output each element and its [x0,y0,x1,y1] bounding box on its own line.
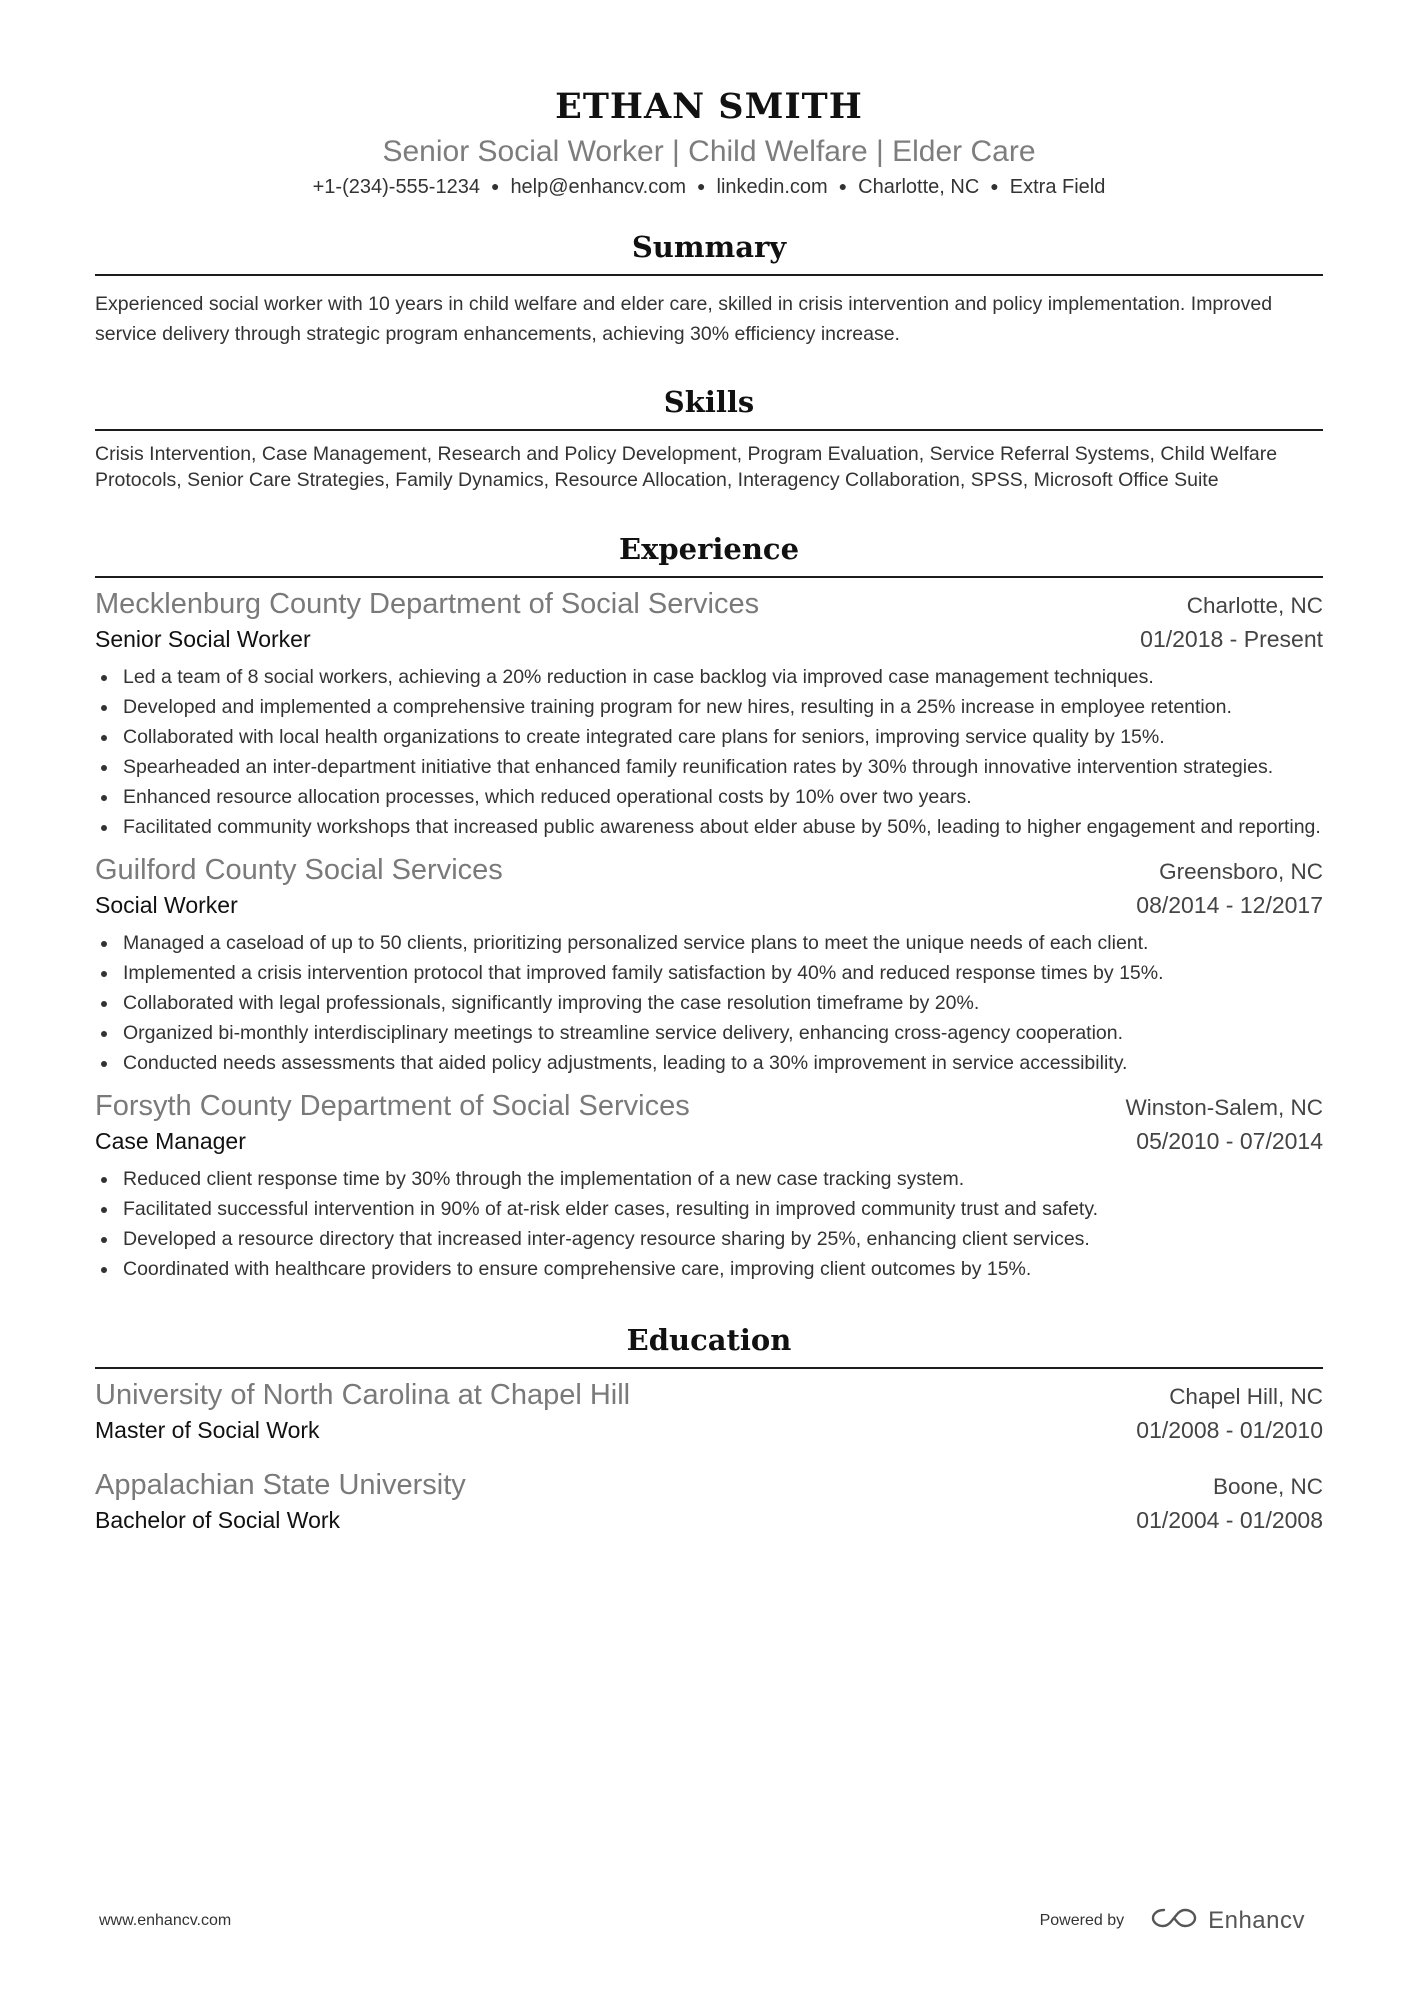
employer-name: Mecklenburg County Department of Social Services [95,588,760,620]
list-item: Managed a caseload of up to 50 clients, prioritizing personalized service plans to meet the unique needs of each client. [95,928,1323,958]
enhancv-logo-icon [1150,1906,1198,1935]
section-divider [95,576,1323,578]
section-divider [95,429,1323,431]
job-title: Case Manager [95,1128,246,1154]
contact-linkedin: linkedin.com [716,176,828,198]
education-dates: 01/2008 - 01/2010 [1136,1417,1323,1443]
contact-email: help@enhancv.com [510,176,687,198]
list-item: Organized bi-monthly interdisciplinary meetings to streamline service delivery, enhancing cross-agency cooperation. [95,1018,1323,1048]
list-item: Collaborated with legal professionals, significantly improving the case resolution timeframe by 20%. [95,988,1323,1018]
contact-line [95,174,1323,201]
list-item: Enhanced resource allocation processes, which reduced operational costs by 10% over two years. [95,782,1323,812]
candidate-name: ETHAN SMITH [555,86,863,127]
education-entry [95,1377,1323,1445]
separator-dot: ● [490,178,500,194]
summary-text: Experienced social worker with 10 years in child welfare and elder care, skilled in crisis intervention and policy implementation. Improved service delivery through strategic program enhancements, achieving 30% efficiency increase. [95,293,1273,345]
list-item: Facilitated successful intervention in 90% of at-risk elder cases, resulting in improved community trust and safety. [95,1194,1323,1224]
section-title-summary: Summary [631,230,787,264]
education-section [95,1322,1323,1535]
list-item: Collaborated with local health organizations to create integrated care plans for seniors, improving service quality by 15%. [95,722,1323,752]
school-location: Chapel Hill, NC [1169,1384,1323,1409]
separator-dot: ● [697,178,706,194]
job-location: Charlotte, NC [1186,593,1323,618]
achievement-list [95,662,1323,842]
job-dates: 08/2014 - 12/2017 [1136,892,1323,918]
employer-name: Guilford County Social Services [95,854,503,886]
separator-dot: ● [990,178,999,194]
separator-dot: ● [838,178,848,194]
achievement-list [95,928,1323,1078]
job-title: Social Worker [95,892,238,918]
employer-name: Forsyth County Department of Social Services [95,1090,690,1122]
powered-by-label: Powered by [1039,1911,1125,1929]
job-dates: 01/2018 - Present [1140,626,1323,652]
list-item: Led a team of 8 social workers, achieving a 20% reduction in case backlog via improved case management techniques. [95,662,1323,692]
list-item: Developed and implemented a comprehensive training program for new hires, resulting in a 25% increase in employee retention. [95,692,1323,722]
list-item: Facilitated community workshops that increased public awareness about elder abuse by 50%, leading to higher engagement and reporting. [95,812,1323,842]
job-title: Senior Social Worker [95,626,311,652]
school-name: University of North Carolina at Chapel Hill [95,1379,631,1411]
list-item: Implemented a crisis intervention protocol that improved family satisfaction by 40% and reduced response times by 15%. [95,958,1323,988]
school-location: Boone, NC [1212,1474,1323,1499]
brand-name: Enhancv [1208,1906,1305,1934]
section-divider [95,1367,1323,1369]
list-item: Reduced client response time by 30% through the implementation of a new case tracking system. [95,1164,1323,1194]
section-title-skills: Skills [663,385,755,419]
list-item: Spearheaded an inter-department initiative that enhanced family reunification rates by 30% through innovative intervention strategies. [95,752,1323,782]
contact-phone: +1-(234)-555-1234 [312,176,480,198]
skills-section [95,384,1323,493]
experience-entry [95,1088,1323,1284]
contact-extra: Extra Field [1009,176,1106,198]
section-title-education: Education [626,1323,792,1357]
summary-section [95,229,1323,349]
list-item: Coordinated with healthcare providers to ensure comprehensive care, improving client outcomes by 15%. [95,1254,1323,1284]
candidate-headline: Senior Social Worker | Child Welfare | Elder Care [382,135,1036,168]
education-dates: 01/2004 - 01/2008 [1136,1507,1323,1533]
experience-entry [95,852,1323,1078]
degree-name: Master of Social Work [95,1417,320,1443]
job-location: Winston-Salem, NC [1125,1095,1323,1120]
achievement-list [95,1164,1323,1284]
list-item: Developed a resource directory that increased inter-agency resource sharing by 25%, enhancing client services. [95,1224,1323,1254]
job-location: Greensboro, NC [1159,859,1323,884]
skills-text: Crisis Intervention, Case Management, Research and Policy Development, Program Evaluation, Service Referral Systems, Child Welfare Protocols, Senior Care Strategies, Family Dynamics, Resource Allocation, Interagency Collaboration, SPSS, Microsoft Office Suite [95,443,1278,491]
list-item: Conducted needs assessments that aided policy adjustments, leading to a 30% improvement in service accessibility. [95,1048,1323,1078]
section-title-experience: Experience [618,532,800,566]
contact-location: Charlotte, NC [858,176,980,198]
experience-section [95,531,1323,1284]
brand-mark [1040,1906,1305,1935]
page-footer [99,1906,1305,1935]
section-divider [95,274,1323,276]
school-name: Appalachian State University [95,1469,466,1501]
footer-website-link[interactable]: www.enhancv.com [99,1911,232,1929]
job-dates: 05/2010 - 07/2014 [1136,1128,1323,1154]
degree-name: Bachelor of Social Work [95,1507,341,1533]
experience-entry [95,586,1323,842]
resume-page [95,0,1323,1535]
education-entry [95,1467,1323,1535]
